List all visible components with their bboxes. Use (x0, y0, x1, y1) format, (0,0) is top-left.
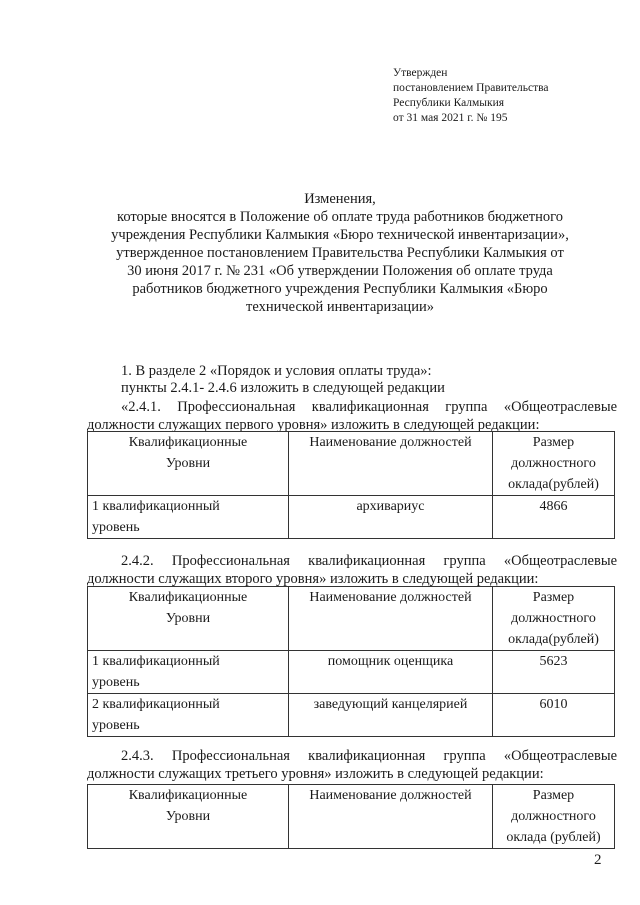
table-row (88, 694, 615, 737)
title-line: утвержденное постановлением Правительства Республики Калмыкия от (116, 245, 564, 261)
position-cell: архивариус (288, 496, 492, 539)
header-text: оклада (рублей) (506, 830, 601, 845)
approval-date: от 31 мая 2021 г. № 195 (393, 112, 508, 124)
header-levels (88, 432, 289, 496)
approval-block (393, 66, 549, 126)
header-positions (288, 785, 492, 849)
position-cell: заведующий канцелярией (288, 694, 492, 737)
level-text: 2 квалификационный (92, 697, 220, 712)
table-2-4-1 (87, 431, 615, 539)
table-header-row (88, 432, 615, 496)
header-text: Уровни (165, 611, 211, 626)
header-text: Квалификационные (128, 590, 248, 605)
level-cell (88, 651, 289, 694)
section-2-4-2-text (87, 552, 617, 588)
section-2-4-3-text (87, 747, 617, 783)
page-number: 2 (594, 852, 602, 868)
approval-line: Утвержден (393, 67, 448, 79)
salary-cell: 6010 (492, 694, 614, 737)
section-line: должности служащих третьего уровня» изложить в следующей редакции: (87, 766, 544, 782)
table-2-4-3 (87, 784, 615, 849)
approval-line: постановлением Правительства (393, 82, 549, 94)
position-cell: помощник оценщика (288, 651, 492, 694)
header-salary (492, 587, 614, 651)
table-header-row (88, 785, 615, 849)
title-line: технической инвентаризации» (246, 299, 434, 315)
header-positions (288, 587, 492, 651)
title-line: 30 июня 2017 г. № 231 «Об утверждении Положения об оплате труда (127, 263, 553, 279)
table-2-4-2 (87, 586, 615, 737)
title-line: работников бюджетного учреждения Республики Калмыкия «Бюро (132, 281, 548, 297)
level-text: 1 квалификационный (92, 654, 220, 669)
header-text: Размер (532, 590, 575, 605)
header-text: оклада(рублей) (508, 477, 599, 492)
intro-line: пункты 2.4.1- 2.4.6 изложить в следующей редакции (121, 380, 445, 396)
section-line: «2.4.1. Профессиональная квалификационная группа «Общеотраслевые (121, 399, 617, 415)
header-text: должностного (511, 809, 596, 824)
section-line: 2.4.3. Профессиональная квалификационная группа «Общеотраслевые (121, 748, 617, 764)
header-text: оклада(рублей) (508, 632, 599, 647)
header-text: должностного (511, 456, 596, 471)
header-text: Наименование должностей (309, 435, 472, 450)
header-text: должностного (511, 611, 596, 626)
level-text: уровень (92, 675, 140, 690)
title-line: которые вносятся в Положение об оплате труда работников бюджетного (117, 209, 563, 225)
table-header-row (88, 587, 615, 651)
title-line: учреждения Республики Калмыкия «Бюро технической инвентаризации», (111, 227, 569, 243)
header-text: Квалификационные (128, 435, 248, 450)
salary-cell: 4866 (492, 496, 614, 539)
section-2-4-1-text (87, 398, 617, 434)
level-cell (88, 496, 289, 539)
level-text: 1 квалификационный (92, 499, 220, 514)
section-line: 2.4.2. Профессиональная квалификационная группа «Общеотраслевые (121, 553, 617, 569)
section-line: должности служащих первого уровня» изложить в следующей редакции: (87, 417, 540, 433)
header-positions (288, 432, 492, 496)
level-text: уровень (92, 520, 140, 535)
intro-line: 1. В разделе 2 «Порядок и условия оплаты труда»: (121, 363, 432, 379)
level-cell (88, 694, 289, 737)
header-text: Размер (532, 435, 575, 450)
table-row (88, 651, 615, 694)
section-line: должности служащих второго уровня» изложить в следующей редакции: (87, 571, 539, 587)
header-text: Квалификационные (128, 788, 248, 803)
header-text: Уровни (165, 809, 211, 824)
document-title (60, 190, 620, 316)
header-levels (88, 785, 289, 849)
header-text: Наименование должностей (309, 788, 472, 803)
header-salary (492, 785, 614, 849)
approval-line: Республики Калмыкия (393, 97, 505, 109)
header-text: Наименование должностей (309, 590, 472, 605)
header-text: Уровни (165, 456, 211, 471)
header-salary (492, 432, 614, 496)
header-text: Размер (532, 788, 575, 803)
level-text: уровень (92, 718, 140, 733)
title-line: Изменения, (304, 191, 376, 207)
table-row (88, 496, 615, 539)
salary-cell: 5623 (492, 651, 614, 694)
header-levels (88, 587, 289, 651)
